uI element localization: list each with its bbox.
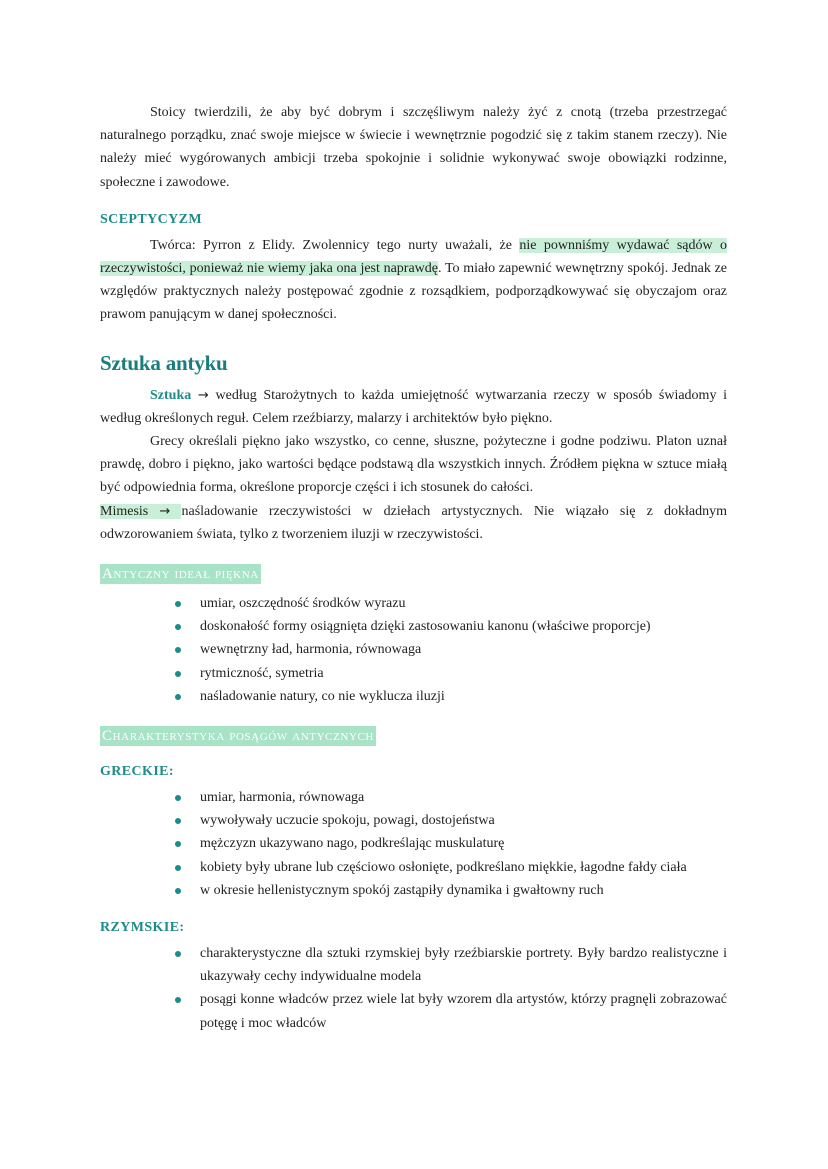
bullet-icon bbox=[175, 694, 181, 700]
stoicy-paragraph: Stoicy twierdzili, że aby być dobrym i szczęśliwym należy żyć z cnotą (trzeba przestrzegać naturalnego porządku, znać swoje miejsce w świecie i wewnętrznie pogodzić się z takim stanem rzeczy). Nie należy mieć wygórowanych ambicji trzeba spokojnie i solidnie wykonywać swoje obowiązki rodzinne, społeczne i zawodowe. bbox=[100, 105, 727, 190]
greckie-list bbox=[100, 786, 727, 902]
arrow-icon: → bbox=[197, 387, 209, 403]
bullet-icon bbox=[175, 951, 181, 957]
sceptycyzm-text-after: . To miało zapewnić wewnętrzny spokój. Jednak ze względów praktycznych należy postępować zgodnie z rozsądkiem, podporządkowywać się obyczajom oraz prawom panującym w danej społeczności. bbox=[100, 261, 727, 323]
bullet-icon bbox=[175, 624, 181, 630]
list-item: doskonałość formy osiągnięta dzięki zastosowaniu kanonu (właściwe proporcje) bbox=[100, 615, 727, 638]
list-item: umiar, oszczędność środków wyrazu bbox=[100, 592, 727, 615]
mimesis-term: Mimesis bbox=[100, 503, 149, 519]
sceptycyzm-highlight: nie pownniśmy wydawać sądów o rzeczywistości, ponieważ nie wiemy jaka ona jest naprawdę bbox=[100, 237, 727, 277]
document-content bbox=[100, 101, 727, 1035]
sceptycyzm-paragraph bbox=[100, 234, 727, 327]
mimesis-definition: naśladowanie rzeczywistości w dziełach artystycznych. Nie wiązało się z dokładnym odwzorowaniem świata, tylko z tworzeniem iluzji w rzeczywistości. bbox=[100, 503, 728, 542]
rzymskie-heading: RZYMSKIE: bbox=[100, 920, 185, 936]
arrow-icon: → bbox=[159, 503, 171, 519]
sztuka-antyku-heading: Sztuka antyku bbox=[100, 350, 228, 375]
list-item: posągi konne władców przez wiele lat były wzorem dla artystów, którzy pragnęli zobrazować potęgę i moc władców bbox=[100, 988, 727, 1034]
rzymskie-list bbox=[100, 942, 727, 1035]
bullet-icon bbox=[175, 818, 181, 824]
list-item: kobiety były ubrane lub częściowo osłonięte, podkreślano miękkie, łagodne fałdy ciała bbox=[100, 856, 727, 879]
list-item: w okresie hellenistycznym spokój zastąpiły dynamika i gwałtowny ruch bbox=[100, 879, 727, 902]
sceptycyzm-heading: SCEPTYCYZM bbox=[100, 211, 203, 227]
list-item: naśladowanie natury, co nie wyklucza iluzji bbox=[100, 685, 727, 708]
greckie-heading: GRECKIE: bbox=[100, 764, 174, 780]
list-item: wewnętrzny ład, harmonia, równowaga bbox=[100, 638, 727, 661]
sceptycyzm-text-before: Twórca: Pyrron z Elidy. Zwolennicy tego nurty uważali, że bbox=[150, 237, 520, 253]
bullet-icon bbox=[175, 841, 181, 847]
list-item: charakterystyczne dla sztuki rzymskiej były rzeźbiarskie portrety. Były bardzo realistyczne i ukazywały cechy indywidualne modela bbox=[100, 942, 727, 988]
ideal-banner: Antyczny ideał piękna bbox=[102, 566, 259, 583]
bullet-icon bbox=[175, 671, 181, 677]
mimesis-term-highlight bbox=[100, 504, 181, 519]
list-item: rytmiczność, symetria bbox=[100, 662, 727, 685]
bullet-icon bbox=[175, 601, 181, 607]
list-item: wywoływały uczucie spokoju, powagi, dostojeństwa bbox=[100, 809, 727, 832]
bullet-icon bbox=[175, 795, 181, 801]
sztuka-term: Sztuka bbox=[150, 387, 192, 403]
posagi-banner: Charakterystyka posągów antycznych bbox=[102, 728, 374, 745]
bullet-icon bbox=[175, 888, 181, 894]
mimesis-paragraph bbox=[100, 500, 727, 546]
bullet-icon bbox=[175, 865, 181, 871]
grecy-paragraph: Grecy określali piękno jako wszystko, co cenne, słuszne, pożyteczne i godne podziwu. Platon uznał prawdę, dobro i piękno, jako wartości będące podstawą dla wszystkich innych. Źródłem piękna w sztuce miałą być odpowiednia forma, określone proporcje części i ich stosunek do całości. bbox=[100, 434, 727, 496]
bullet-icon bbox=[175, 997, 181, 1003]
sztuka-definition-paragraph bbox=[100, 384, 727, 430]
ideal-list bbox=[100, 592, 727, 708]
bullet-icon bbox=[175, 647, 181, 653]
list-item: mężczyzn ukazywano nago, podkreślając muskulaturę bbox=[100, 832, 727, 855]
sztuka-definition: według Starożytnych to każda umiejętność wytwarzania rzeczy w sposób świadomy i według określonych reguł. Celem rzeźbiarzy, malarzy i architektów było piękno. bbox=[100, 387, 728, 426]
list-item: umiar, harmonia, równowaga bbox=[100, 786, 727, 809]
